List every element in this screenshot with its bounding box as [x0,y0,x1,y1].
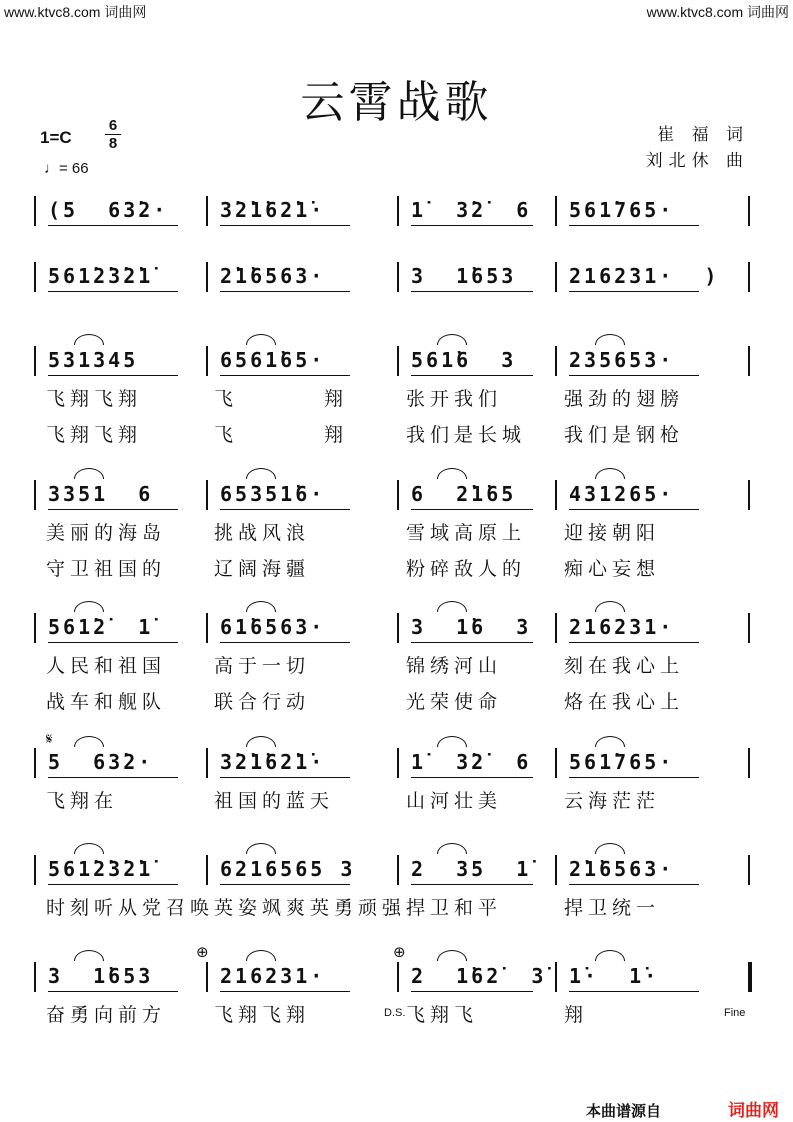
staff-line-5 [34,613,759,643]
beam-line [220,509,350,510]
measure-2-3: 3 1̇653 [411,264,517,288]
measure-2-2: 2̇1̇6563· [220,264,326,288]
lyric-text: 我们是钢枪 [564,424,685,446]
lyric-text: 捍卫统一 [564,897,661,919]
barline [206,262,208,292]
beam-line [411,375,533,376]
dal-segno-mark: D.S. [384,1007,406,1019]
lyric-text: 美丽的海岛 [46,522,167,544]
lyric-text: 翔 [564,1004,589,1026]
slur [595,950,625,961]
measure-8-1: 3 1̇653 [48,964,154,988]
beam-line [48,884,178,885]
beam-line [220,991,350,992]
lyric-text: 人民和祖国 [46,655,167,677]
slur [74,468,104,479]
lyric-text: 强劲的翅膀 [564,388,685,410]
barline [206,346,208,376]
barline [206,855,208,885]
barline [555,962,557,992]
composer-credit: 刘北休 曲 [645,151,749,171]
slur [246,468,276,479]
measure-8-2: 216231· [220,964,326,988]
measure-2-4: 216231· ) [569,264,720,288]
barline [34,346,36,376]
beam-line [411,991,533,992]
beam-line [569,291,699,292]
coda-icon: ⊕ [196,943,209,961]
slur [246,950,276,961]
lyric-text: 痴心妄想 [564,558,661,580]
barline [34,855,36,885]
measure-1-1: (5 63̇2· [48,198,169,222]
slur [74,334,104,345]
beam-line [411,884,533,885]
beam-line [48,991,178,992]
barline [748,748,750,778]
barline [397,613,399,643]
measure-8-4: 1̇· 1̇· [569,964,660,988]
barline [397,962,399,992]
barline [555,262,557,292]
measure-3-4: 235653· [569,348,675,372]
slur [595,843,625,854]
measure-4-1: 3351 6 [48,482,154,506]
beam-line [220,884,350,885]
lyric-text: 飞翔飞 [406,1004,479,1026]
measure-3-1: 531345 [48,348,139,372]
lyric-text: 高于一切 [214,655,311,677]
barline [748,480,750,510]
lyric-row-3-2 [34,420,759,448]
beam-line [48,642,178,643]
beam-line [411,291,533,292]
lyric-row-3-1 [34,384,759,412]
barline [34,613,36,643]
beam-line [411,777,533,778]
lyric-text: 我们是长城 [406,424,527,446]
lyric-text: 祖国的蓝天 [214,790,335,812]
staff-line-3 [34,346,759,376]
beam-line [48,777,178,778]
measure-3-2: 6561̇65· [220,348,326,372]
lyric-text: 飞翔飞翔 [214,1004,311,1026]
lyric-row-5-2 [34,687,759,715]
beam-line [569,225,699,226]
lyric-row-7-1 [34,893,759,921]
slur [246,843,276,854]
slur [437,334,467,345]
barline [555,748,557,778]
lyric-text: 奋勇向前方 [46,1004,167,1026]
barline [206,962,208,992]
lyric-text: 迎接朝阳 [564,522,661,544]
measure-7-1: 561̇2̇3̇2̇1̇ [48,857,154,881]
beam-line [569,509,699,510]
lyric-row-4-1 [34,518,759,546]
lyric-text: 粉碎敌人的 [406,558,527,580]
beam-line [411,225,533,226]
measure-5-2: 61̇6563· [220,615,326,639]
lyric-text: 刻在我心上 [564,655,685,677]
barline [34,480,36,510]
beam-line [411,509,533,510]
beam-line [569,375,699,376]
beam-line [220,642,350,643]
tempo-mark [44,160,89,177]
beam-line [220,375,350,376]
key-signature: 1=C [40,128,72,147]
staff-line-2 [34,262,759,292]
staff-line-1 [34,196,759,226]
watermark-right: www.ktvc8.com 词曲网 [646,4,789,20]
slur [437,950,467,961]
slur [74,950,104,961]
measure-1-2: 3̇2̇1̇62̇1̇· [220,198,326,222]
beam-line [569,642,699,643]
footer-logo: 词曲网 [728,1101,779,1121]
lyric-text: 时刻听从党召唤 [46,897,215,919]
barline [34,962,36,992]
barline [748,196,750,226]
lyric-row-5-1 [34,651,759,679]
barline [555,855,557,885]
barline [555,613,557,643]
meter-bottom: 8 [105,134,121,152]
slur [246,334,276,345]
barline [397,480,399,510]
slur [74,843,104,854]
coda-icon: ⊕ [393,943,406,961]
meter-top: 6 [108,117,118,134]
slur [246,736,276,747]
barline [34,262,36,292]
barline [748,855,750,885]
lyric-text: 烙在我心上 [564,691,685,713]
barline [397,855,399,885]
footer-source: 本曲谱源自 [586,1102,662,1120]
barline [206,196,208,226]
beam-line [48,291,178,292]
measure-6-3: 1̇ 3̇2̇ 6 [411,750,532,774]
slur [595,601,625,612]
lyric-text: 挑战风浪 [214,522,311,544]
slur [437,468,467,479]
barline [748,346,750,376]
measure-7-2: 6216565 3 [220,857,356,881]
lyric-text: 张开我们 [406,388,503,410]
lyric-row-6-1 [34,786,759,814]
lyric-text: 飞翔在 [46,790,119,812]
barline [748,962,752,992]
tempo-value: = 66 [59,160,89,177]
staff-line-6 [34,748,759,778]
slur [74,736,104,747]
barline [397,262,399,292]
lyric-text: 翔 [324,388,349,410]
barline [397,346,399,376]
measure-4-4: 431265· [569,482,675,506]
beam-line [48,509,178,510]
measure-3-3: 561̇6 3 [411,348,517,372]
segno-icon: 𝄋 [46,730,53,748]
measure-4-3: 6 2̇1̇65 [411,482,517,506]
staff-line-7 [34,855,759,885]
barline [748,613,750,643]
lyric-text: 联合行动 [214,691,311,713]
slur [437,736,467,747]
beam-line [569,777,699,778]
slur [437,601,467,612]
quarter-note-icon: ♩ [44,160,59,177]
barline [397,196,399,226]
lyric-text: 捍卫和平 [406,897,503,919]
measure-6-4: 561̇765· [569,750,675,774]
measure-5-4: 216231· [569,615,675,639]
lyric-text: 飞翔飞翔 [46,424,143,446]
lyric-text: 英姿飒爽英勇顽强 [214,897,407,919]
slur [595,736,625,747]
barline [555,480,557,510]
slur [595,334,625,345]
barline [206,613,208,643]
measure-5-1: 561̇2̇ 1̇ [48,615,154,639]
beam-line [220,777,350,778]
lyric-text: 山河壮美 [406,790,503,812]
beam-line [411,642,533,643]
measure-6-1: 5 63̇2· [48,750,154,774]
measure-4-2: 65351̇6· [220,482,326,506]
barline [397,748,399,778]
lyric-text: 锦绣河山 [406,655,503,677]
staff-line-8 [34,962,759,992]
slur [437,843,467,854]
measure-5-3: 3 1̇6 3 [411,615,532,639]
barline [206,480,208,510]
lyricist-credit: 崔 福 词 [657,125,749,145]
lyric-row-4-2 [34,554,759,582]
barline [34,196,36,226]
beam-line [220,225,350,226]
beam-line [48,225,178,226]
staff-line-4 [34,480,759,510]
lyric-text: 雪域高原上 [406,522,527,544]
lyric-text: 战车和舰队 [46,691,167,713]
measure-6-2: 3̇2̇1̇62̇1̇· [220,750,326,774]
slur [246,601,276,612]
barline [34,748,36,778]
measure-2-1: 561̇2̇3̇2̇1̇ [48,264,154,288]
lyric-text: 翔 [324,424,349,446]
measure-1-4: 561̇765· [569,198,675,222]
fine-mark: Fine [724,1007,746,1019]
barline [555,346,557,376]
beam-line [569,991,699,992]
barline [555,196,557,226]
lyric-text: 飞 [214,424,239,446]
lyric-text: 辽阔海疆 [214,558,311,580]
slur [595,468,625,479]
measure-1-3: 1̇ 3̇2̇ 6 [411,198,532,222]
measure-7-4: 2̇1̇6563· [569,857,675,881]
song-title: 云霄战歌 [300,77,493,128]
beam-line [569,884,699,885]
beam-line [220,291,350,292]
measure-7-3: 2 35 1̇ [411,857,532,881]
lyric-text: 飞翔飞翔 [46,388,143,410]
slur [74,601,104,612]
barline [748,262,750,292]
lyric-text: 光荣使命 [406,691,503,713]
measure-8-3: 2 1̇62̇ 3̇ [411,964,547,988]
lyric-text: 飞 [214,388,239,410]
beam-line [48,375,178,376]
barline [206,748,208,778]
lyric-text: 云海茫茫 [564,790,661,812]
time-signature [105,117,121,152]
lyric-text: 守卫祖国的 [46,558,167,580]
watermark-left: www.ktvc8.com 词曲网 [4,4,147,20]
